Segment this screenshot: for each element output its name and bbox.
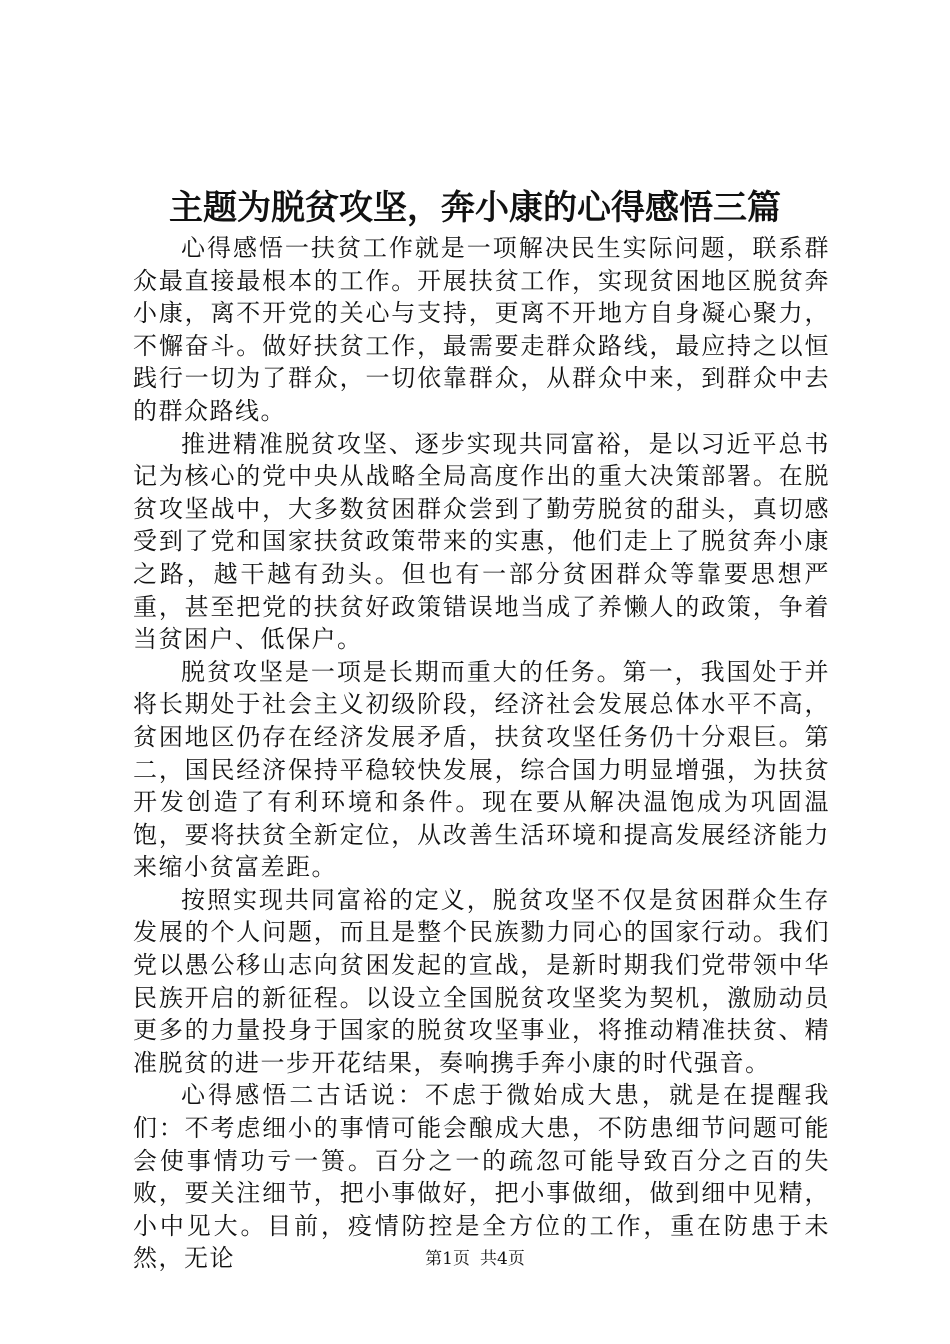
page-number: 第1页	[425, 1249, 470, 1269]
paragraph: 按照实现共同富裕的定义，脱贫攻坚不仅是贫困群众生存发展的个人问题，而且是整个民族勠力同心的国家行动。我们党以愚公移山志向贫困发起的宣战，是新时期我们党带领中华民族开启的新征程。以设立全国脱贫攻坚奖为契机，激励动员更多的力量投身于国家的脱贫攻坚事业，将推动精准扶贫、精准脱贫的进一步开花结果，奏响携手奔小康的时代强音。	[133, 885, 830, 1077]
paragraph: 脱贫攻坚是一项是长期而重大的任务。第一，我国处于并将长期处于社会主义初级阶段，经济社会发展总体水平不高，贫困地区仍存在经济发展矛盾，扶贫攻坚任务仍十分艰巨。第二，国民经济保持平稳较快发展，综合国力明显增强，为扶贫开发创造了有利环境和条件。现在要从解决温饱成为巩固温饱，要将扶贫全新定位，从改善生活环境和提高发展经济能力来缩小贫富差距。	[133, 657, 830, 882]
paragraph: 心得感悟二古话说：不虑于微始成大患，就是在提醒我们：不考虑细小的事情可能会酿成大患，不防患细节问题可能会使事情功亏一篑。百分之一的疏忽可能导致百分之百的失败，要关注细节，把小事做好，把小事做细，做到细中见精，小中见大。目前，疫情防控是全方位的工作，重在防患于未然，无论	[133, 1081, 830, 1273]
page-total: 共4页	[480, 1249, 525, 1269]
document-title: 主题为脱贫攻坚，奔小康的心得感悟三篇	[169, 188, 781, 228]
document-body	[133, 232, 830, 1275]
paragraph: 心得感悟一扶贫工作就是一项解决民生实际问题，联系群众最直接最根本的工作。开展扶贫工作，实现贫困地区脱贫奔小康，离不开党的关心与支持，更离不开地方自身凝心聚力，不懈奋斗。做好扶贫工作，最需要走群众路线，最应持之以恒践行一切为了群众，一切依靠群众，从群众中来，到群众中去的群众路线。	[133, 234, 830, 425]
paragraph: 推进精准脱贫攻坚、逐步实现共同富裕，是以习近平总书记为核心的党中央从战略全局高度作出的重大决策部署。在脱贫攻坚战中，大多数贫困群众尝到了勤劳脱贫的甜头，真切感受到了党和国家扶贫政策带来的实惠，他们走上了脱贫奔小康之路，越干越有劲头。但也有一部分贫困群众等靠要思想严重，甚至把党的扶贫好政策错误地当成了养懒人的政策，争着当贫困户、低保户。	[133, 429, 830, 654]
page-footer	[0, 1247, 950, 1271]
